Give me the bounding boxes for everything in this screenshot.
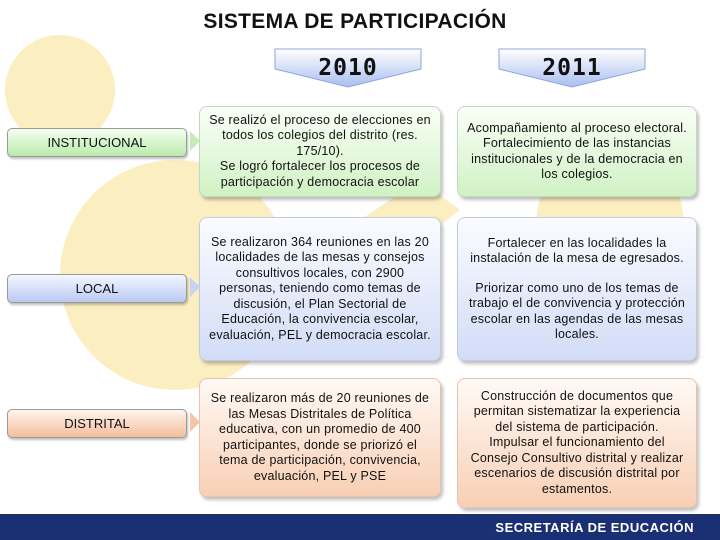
cell-institucional-2010 (199, 106, 441, 197)
cell-text: Acompañamiento al proceso electoral. (467, 120, 687, 135)
cell-text: Se realizaron más de 20 reuniones de las Mesas Distritales de Política educativa, con un promedio de 400 participantes, donde se priorizó el tema de participación, convivencia, evaluación, PEL y PSE (210, 391, 430, 483)
year-header-2010 (273, 47, 423, 87)
cell-distrital-2011 (457, 378, 697, 508)
cell-text: Se realizó el proceso de elecciones en todos los colegios del distrito (res. 175/10). (209, 112, 431, 158)
cell-text: Se logró fortalecer los procesos de participación y democracia escolar (219, 159, 421, 189)
cell-distrital-2010 (199, 378, 441, 497)
year-header-2011 (497, 47, 647, 87)
spacer (466, 267, 688, 281)
cell-text: Fortalecer en las localidades la instalación de la mesa de egresados. (470, 235, 684, 265)
cell-local-2011 (457, 217, 697, 361)
cell-institucional-2011 (457, 106, 697, 197)
footer-brand: SECRETARÍA DE EDUCACIÓN (495, 520, 694, 535)
row-label-institucional: INSTITUCIONAL (7, 128, 187, 157)
page-title: SISTEMA DE PARTICIPACIÓN (203, 10, 507, 33)
row-label-local: LOCAL (7, 274, 187, 303)
cell-text: Construcción de documentos que permitan sistematizar la experiencia del sistema de participación. (473, 388, 681, 434)
year-label-2010: 2010 (318, 55, 378, 81)
footer-bar (0, 514, 720, 540)
year-label-2011: 2011 (542, 55, 602, 81)
cell-local-2010 (199, 217, 441, 361)
cell-text: Fortalecimiento de las instancias institucionales y de la democracia en los colegios. (471, 136, 683, 181)
cell-text: Se realizaron 364 reuniones en las 20 localidades de las mesas y consejos consultivos locales, con 2900 personas, teniendo como temas de discusión, el Plan Sectorial de Educación, la convivencia escolar, evaluación, PEL y democracia escolar. (209, 234, 431, 342)
cell-text: Priorizar como uno de los temas de trabajo el de convivencia y protección escolar en las agendas de las mesas locales. (468, 280, 686, 341)
cell-text: Impulsar el funcionamiento del Consejo Consultivo distrital y realizar escenarios de discusión distrital por estamentos. (470, 435, 684, 496)
row-label-distrital: DISTRITAL (7, 409, 187, 438)
